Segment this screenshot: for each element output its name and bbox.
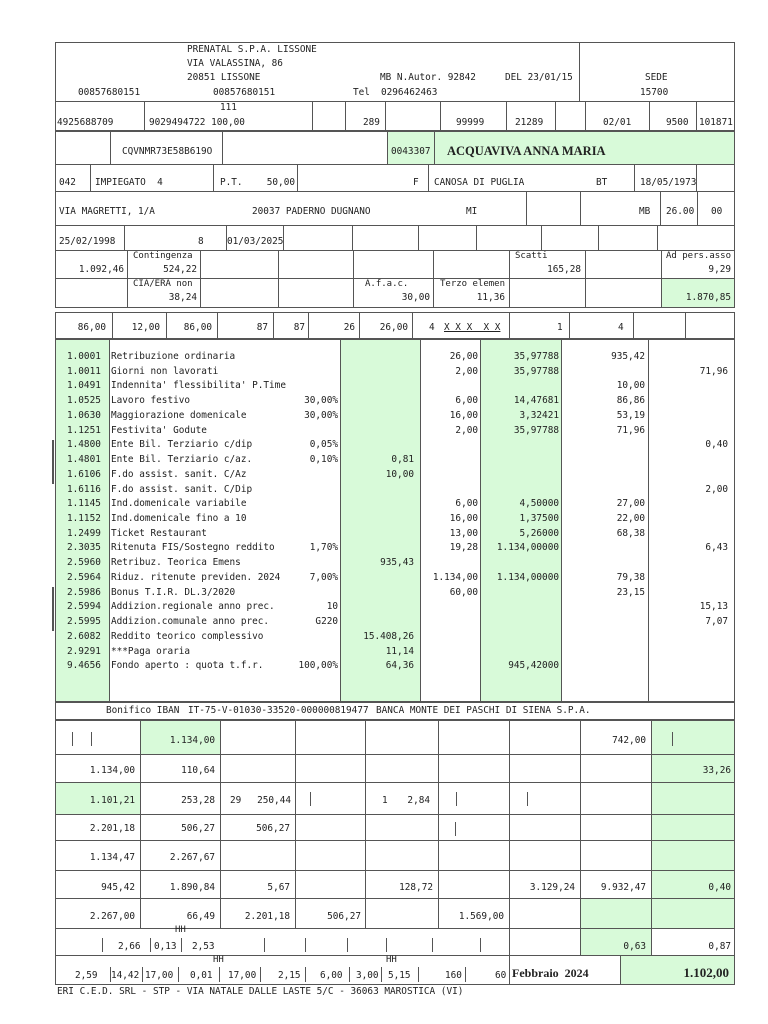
line-base: 10,00 xyxy=(385,468,414,480)
afac-label: A.f.a.c. xyxy=(365,279,409,289)
line-qty: 6,00 xyxy=(455,395,478,407)
line-code: 2.5986 xyxy=(67,586,101,598)
sede-label: SEDE xyxy=(645,72,668,83)
line-comp: 53,19 xyxy=(616,409,645,421)
bank-name: BANCA MONTE DEI PASCHI DI SIENA S.P.A. xyxy=(376,705,591,716)
tot-r2-a: 1.134,00 xyxy=(89,765,135,776)
line-comp: 86,86 xyxy=(616,395,645,407)
tot-r9-e: 17,00 xyxy=(228,970,257,981)
line-code: 1.2499 xyxy=(67,527,101,539)
line-desc: Festivita' Godute xyxy=(111,424,207,436)
line-code: 1.0011 xyxy=(67,365,101,377)
line-code: 2.9291 xyxy=(67,645,101,657)
line-code: 1.1145 xyxy=(67,498,101,510)
line-ded: 15,13 xyxy=(699,601,728,613)
tel-label: Tel xyxy=(353,87,370,98)
terzo-label: Terzo elemen xyxy=(440,279,506,289)
line-qty: 26,00 xyxy=(449,351,478,362)
scatti: 165,28 xyxy=(547,264,581,275)
tot-r6-d: 128,72 xyxy=(399,882,433,893)
line-code: 1.6116 xyxy=(67,483,101,495)
line-code: 1.4801 xyxy=(67,454,101,466)
tot-r4-c: 506,27 xyxy=(256,823,290,834)
tot-r2-c: 33,26 xyxy=(702,765,731,776)
line-qty: 60,00 xyxy=(449,586,478,598)
company-name: PRENATAL S.P.A. LISSONE xyxy=(187,44,317,55)
company-street: VIA VALASSINA, 86 xyxy=(187,58,283,69)
line-unit: 1.134,00000 xyxy=(496,571,559,583)
company-code-left: 00857680151 xyxy=(78,87,141,98)
line-code: 2.5964 xyxy=(67,571,101,583)
tot-r6-c: 5,67 xyxy=(267,882,290,893)
tot-r7-e: 1.569,00 xyxy=(458,911,504,922)
hours-11: 4 xyxy=(618,322,624,333)
tot-r2-b: 110,64 xyxy=(181,765,215,776)
line-desc: Indennita' flessibilita' P.Time xyxy=(111,380,286,392)
contingenza: 524,22 xyxy=(163,264,197,275)
line-desc: Addizion.regionale anno prec. xyxy=(111,601,275,613)
bank-label: Bonifico IBAN xyxy=(106,705,180,716)
hours-10: 1 xyxy=(557,322,563,333)
tot-r1-b: 742,00 xyxy=(612,735,646,746)
sex: F xyxy=(413,177,419,188)
line-ded: 71,96 xyxy=(699,365,728,377)
line-desc: Fondo aperto : quota t.f.r. xyxy=(111,660,264,672)
tot-r9-b: 14,42 xyxy=(111,970,140,981)
row-address xyxy=(55,191,735,226)
tot-r7-b: 66,49 xyxy=(186,911,215,922)
hours-7: 26,00 xyxy=(379,322,408,333)
tot-r9-g: 6,00 xyxy=(320,970,343,981)
line-pct: 100,00% xyxy=(298,660,338,672)
net-pay: 1.102,00 xyxy=(683,965,729,980)
tot-r6-f: 9.932,47 xyxy=(600,882,646,893)
hours-9: X X X X X xyxy=(444,322,501,333)
line-desc: Ente Bil. Terziario c/dip xyxy=(111,439,253,451)
r2: 00 xyxy=(711,206,723,217)
line-ded: 7,07 xyxy=(705,616,728,628)
line-comp: 10,00 xyxy=(616,380,645,392)
tot-r8-b: 0,13 xyxy=(154,941,177,952)
line-desc: Lavoro festivo xyxy=(111,395,191,407)
line-ded: 0,40 xyxy=(705,439,728,451)
line-code: 2.5995 xyxy=(67,616,101,628)
tot-r3-c2: 250,44 xyxy=(257,795,291,806)
line-desc: Riduz. ritenute previden. 2024 xyxy=(111,571,281,583)
line-ded: 6,43 xyxy=(705,542,728,554)
tot-r5-a: 1.134,47 xyxy=(89,852,135,863)
pt-label: P.T. xyxy=(220,177,243,188)
line-comp: 71,96 xyxy=(616,424,645,436)
line-unit: 35,97788 xyxy=(513,365,559,377)
line-ded: 2,00 xyxy=(705,483,728,495)
row2-c7: 9500 xyxy=(666,117,689,128)
line-qty: 16,00 xyxy=(449,513,478,525)
r1: 26.00 xyxy=(666,206,695,217)
row2-c2: 9029494722 100,00 xyxy=(149,117,245,128)
line-comp: 27,00 xyxy=(616,498,645,510)
line-unit: 35,97788 xyxy=(513,424,559,436)
line-code: 2.5960 xyxy=(67,557,101,569)
footer-text: ERI C.E.D. SRL - STP - VIA NATALE DALLE LASTE 5/C - 36063 MAROSTICA (VI) xyxy=(57,986,464,997)
row2-c8: 101871 xyxy=(699,117,733,128)
line-code: 2.6082 xyxy=(67,630,101,642)
line-pct: 0,05% xyxy=(309,439,338,451)
tot-r9-k: 60 xyxy=(495,970,507,981)
employee-name: ACQUAVIVA ANNA MARIA xyxy=(447,144,606,158)
line-unit: 35,97788 xyxy=(513,351,559,362)
line-pct: 1,70% xyxy=(309,542,338,554)
tot-r7-c: 2.201,18 xyxy=(244,911,290,922)
tel: 0296462463 xyxy=(381,87,438,98)
tot-r8-e: 0,87 xyxy=(708,941,731,952)
line-comp: 79,38 xyxy=(616,571,645,583)
line-comp: 68,38 xyxy=(616,527,645,539)
terzo: 11,36 xyxy=(476,292,505,303)
qualifica: IMPIEGATO 4 xyxy=(95,177,163,188)
hh-label-1: HH xyxy=(175,925,186,935)
tot-r8-c: 2,53 xyxy=(192,941,215,952)
line-pct: 10 xyxy=(326,601,338,613)
tot-r7-d: 506,27 xyxy=(327,911,361,922)
line-qty: 19,28 xyxy=(449,542,478,554)
line-desc: Maggiorazione domenicale xyxy=(111,409,247,421)
tot-r3-b: 253,28 xyxy=(181,795,215,806)
tot-r9-c: 17,00 xyxy=(145,970,174,981)
line-unit: 5,26000 xyxy=(519,527,559,539)
pay-period: Febbraio 2024 xyxy=(512,966,589,980)
line-qty: 13,00 xyxy=(449,527,478,539)
line-code: 1.0525 xyxy=(67,395,101,407)
tot-r5-b: 2.267,67 xyxy=(169,852,215,863)
paga-base: 1.092,46 xyxy=(78,264,124,275)
line-unit: 14,47681 xyxy=(513,395,559,407)
matricola: 0043307 xyxy=(391,146,431,157)
tot-r9-i: 5,15 xyxy=(388,970,411,981)
autor-date: DEL 23/01/15 xyxy=(505,72,573,83)
line-comp: 935,42 xyxy=(611,351,645,362)
contingenza-label: Contingenza xyxy=(133,251,193,261)
line-unit: 3,32421 xyxy=(519,409,559,421)
tot-r3-d2: 2,84 xyxy=(407,795,430,806)
line-desc: F.do assist. sanit. C/Dip xyxy=(111,483,253,495)
num-8: 8 xyxy=(198,236,204,247)
line-qty: 16,00 xyxy=(449,409,478,421)
sede-code: 15700 xyxy=(640,87,669,98)
tot-r9-d: 0,01 xyxy=(190,970,213,981)
autor: MB N.Autor. 92842 xyxy=(380,72,476,83)
tot-r1-a: 1.134,00 xyxy=(169,735,215,746)
tot-r3-a: 1.101,21 xyxy=(89,795,135,806)
line-code: 9.4656 xyxy=(67,660,101,672)
tot-r9-h: 3,00 xyxy=(356,970,379,981)
company-city: 20851 LISSONE xyxy=(187,72,261,83)
province: MI xyxy=(466,206,478,217)
livello: 042 xyxy=(59,177,76,188)
line-pct: 7,00% xyxy=(309,571,338,583)
tot-r8-d: 0,63 xyxy=(623,941,646,952)
line-qty: 1.134,00 xyxy=(432,571,478,583)
hire-date: 25/02/1998 xyxy=(59,236,116,247)
company-code-mid: 00857680151 xyxy=(213,87,276,98)
line-code: 1.0001 xyxy=(67,351,101,362)
tot-r6-g: 0,40 xyxy=(708,882,731,893)
line-code: 1.6106 xyxy=(67,468,101,480)
tot-r7-a: 2.267,00 xyxy=(89,911,135,922)
hours-1: 86,00 xyxy=(77,322,106,333)
tot-r4-b: 506,27 xyxy=(181,823,215,834)
tot-r8-a: 2,66 xyxy=(118,941,141,952)
line-base: 935,43 xyxy=(380,557,414,569)
row2-c2-top: 111 xyxy=(220,102,237,113)
line-code: 1.0630 xyxy=(67,409,101,421)
hours-2: 12,00 xyxy=(131,322,160,333)
line-code: 1.1152 xyxy=(67,513,101,525)
tot-r6-a: 945,42 xyxy=(101,882,135,893)
date-2: 01/03/2025 xyxy=(227,236,284,247)
line-base: 15.408,26 xyxy=(363,630,414,642)
scatti-label: Scatti xyxy=(515,251,548,261)
line-pct: 30,00% xyxy=(304,409,338,421)
line-pct: G220 xyxy=(315,616,338,628)
line-desc: Giorni non lavorati xyxy=(111,365,219,377)
tot-r4-a: 2.201,18 xyxy=(89,823,135,834)
line-pct: 30,00% xyxy=(304,395,338,407)
line-qty: 2,00 xyxy=(455,365,478,377)
bank-iban: IT-75-V-01030-33520-000000819477 xyxy=(188,705,369,716)
line-unit: 1,37500 xyxy=(519,513,559,525)
pt-pct: 50,00 xyxy=(266,177,295,188)
inps-code: 4925688709 xyxy=(57,117,114,128)
row2-c3: 289 xyxy=(363,117,380,128)
line-desc: Addizion.comunale anno prec. xyxy=(111,616,270,628)
row2-c5: 21289 xyxy=(515,117,544,128)
line-comp: 22,00 xyxy=(616,513,645,525)
afac: 30,00 xyxy=(401,292,430,303)
line-code: 1.0491 xyxy=(67,380,101,392)
row2-c4: 99999 xyxy=(456,117,485,128)
line-desc: Ente Bil. Terziario c/az. xyxy=(111,454,253,466)
line-base: 64,36 xyxy=(385,660,414,672)
line-code: 2.5994 xyxy=(67,601,101,613)
cia: 38,24 xyxy=(168,292,197,303)
line-desc: Ticket Restaurant xyxy=(111,527,207,539)
hours-5: 87 xyxy=(293,322,305,333)
totale-elementi: 1.870,85 xyxy=(685,292,731,303)
cap-city: 20037 PADERNO DUGNANO xyxy=(252,206,371,217)
line-base: 11,14 xyxy=(385,645,414,657)
line-code: 1.1251 xyxy=(67,424,101,436)
row-dates xyxy=(55,225,735,251)
hours-8: 4 xyxy=(429,322,435,333)
tot-r6-b: 1.890,84 xyxy=(169,882,215,893)
line-unit: 1.134,00000 xyxy=(496,542,559,554)
line-desc: Ritenuta FIS/Sostegno reddito xyxy=(111,542,275,554)
line-base: 0,81 xyxy=(391,454,414,466)
line-desc: Retribuzione ordinaria xyxy=(111,351,236,362)
cia-label: CIA/ERA non xyxy=(133,279,193,289)
line-desc: ***Paga oraria xyxy=(111,645,191,657)
tot-r6-e: 3.129,24 xyxy=(529,882,575,893)
birth-prov: BT xyxy=(596,177,608,188)
line-pct: 0,10% xyxy=(309,454,338,466)
line-qty: 2,00 xyxy=(455,424,478,436)
hours-3: 86,00 xyxy=(183,322,212,333)
hours-6: 26 xyxy=(343,322,355,333)
line-qty: 6,00 xyxy=(455,498,478,510)
adpers-label: Ad pers.asso xyxy=(666,251,732,261)
line-desc: F.do assist. sanit. C/Az xyxy=(111,468,247,480)
tot-r3-c1: 29 xyxy=(230,795,242,806)
line-desc: Ind.domenicale fino a 10 xyxy=(111,513,247,525)
birth-date: 18/05/1973 xyxy=(640,177,697,188)
line-code: 2.3035 xyxy=(67,542,101,554)
line-desc: Reddito teorico complessivo xyxy=(111,630,264,642)
row2-c6: 02/01 xyxy=(603,117,632,128)
hh-label-2: HH xyxy=(213,955,224,965)
adpers: 9,29 xyxy=(708,264,731,275)
fiscal-code: CQVNMR73E58B619O xyxy=(122,146,213,157)
line-code: 1.4800 xyxy=(67,439,101,451)
line-desc: Bonus T.I.R. DL.3/2020 xyxy=(111,586,236,598)
tot-r3-d1: 1 xyxy=(382,795,388,806)
tot-r9-j: 160 xyxy=(445,970,462,981)
hh-label-3: HH xyxy=(386,955,397,965)
address: VIA MAGRETTI, 1/A xyxy=(59,206,155,217)
line-comp: 23,15 xyxy=(616,586,645,598)
line-desc: Ind.domenicale variabile xyxy=(111,498,247,510)
hours-4: 87 xyxy=(256,322,268,333)
line-desc: Retribuz. Teorica Emens xyxy=(111,557,241,569)
birth-city: CANOSA DI PUGLIA xyxy=(434,177,525,188)
sede-prov: MB xyxy=(639,206,651,217)
line-unit: 4,50000 xyxy=(519,498,559,510)
line-unit: 945,42000 xyxy=(508,660,559,672)
tot-r9-f: 2,15 xyxy=(278,970,301,981)
tot-r9-a: 2,59 xyxy=(75,970,98,981)
